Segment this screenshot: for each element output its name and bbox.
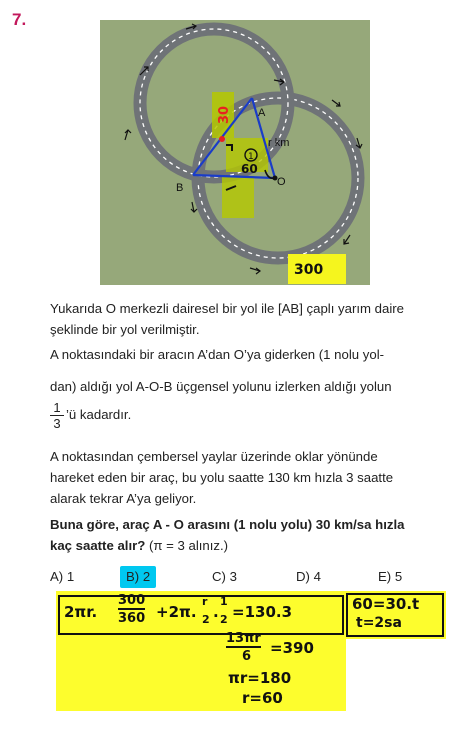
- red-30-mark: 30: [217, 105, 232, 124]
- angle-label: 60: [241, 162, 258, 176]
- sol-13pir: 13πr: [226, 631, 261, 646]
- solution-side-highlight: [346, 591, 446, 639]
- sol-360: 360: [118, 611, 146, 626]
- pi-note: (π = 3 alınız.): [148, 538, 229, 553]
- fraction-one-third: $\frac{1}{3}$: [50, 400, 64, 431]
- sol-pir-180: πr=180: [228, 669, 292, 687]
- corner-note: 300: [294, 262, 324, 278]
- sol-side-1: 60=30.t: [352, 595, 420, 613]
- choice-d[interactable]: D) 4: [296, 569, 321, 584]
- choice-a[interactable]: A) 1: [50, 569, 75, 584]
- choice-c[interactable]: C) 3: [212, 569, 237, 584]
- solution-highlight: [56, 591, 346, 711]
- sol-eq-390: =390: [270, 639, 314, 657]
- label-O: O: [277, 176, 286, 188]
- sol-2pir: 2πr.: [64, 603, 98, 621]
- sol-frac-2b: 2: [220, 613, 228, 626]
- road-figure: [100, 20, 370, 285]
- fraction-suffix: ’ü kadardır.: [66, 407, 132, 422]
- label-rkm: r km: [268, 137, 290, 149]
- paragraph-2b: dan) aldığı yol A-O-B üçgensel yolunu izlerken aldığı yolun: [50, 379, 392, 394]
- paragraph-3: A noktasından çembersel yaylar üzerinde oklar yönünde hareket eden bir araç, bu yolu saatte 130 km hızla 3 saatte alarak tekrar A’ya geliyor.: [50, 449, 394, 506]
- sol-frac-2a: 2: [202, 613, 210, 626]
- sol-eq-130: =130.3: [232, 603, 293, 621]
- sol-frac-r: r: [202, 595, 208, 608]
- sol-6: 6: [242, 649, 252, 664]
- label-A: A: [258, 107, 266, 119]
- sol-dot: .: [213, 603, 219, 621]
- paragraph-2a: A noktasındaki bir aracın A’dan O’ya giderken (1 nolu yol-: [50, 347, 385, 362]
- question-stem: [50, 514, 420, 556]
- svg-text:1: 1: [248, 152, 254, 162]
- question-number: 7.: [12, 10, 27, 29]
- choice-e[interactable]: E) 5: [378, 569, 403, 584]
- sol-r-60: r=60: [242, 689, 283, 707]
- paragraph-1: Yukarıda O merkezli dairesel bir yol ile [AB] çaplı yarım daire şeklinde bir yol verilmiştir.: [50, 301, 405, 337]
- sol-300: 300: [118, 593, 146, 608]
- solution-box: [58, 595, 344, 635]
- choice-b[interactable]: B) 2: [120, 566, 156, 588]
- question-stem-bold: Buna göre, araç A - O arasını (1 nolu yolu) 30 km/sa hızla kaç saatte alır?: [50, 517, 405, 553]
- label-B: B: [176, 182, 184, 194]
- sol-plus-2pi: +2π.: [156, 603, 197, 621]
- sol-frac-1: 1: [220, 595, 228, 608]
- sol-side-2: t=2sa: [356, 615, 402, 631]
